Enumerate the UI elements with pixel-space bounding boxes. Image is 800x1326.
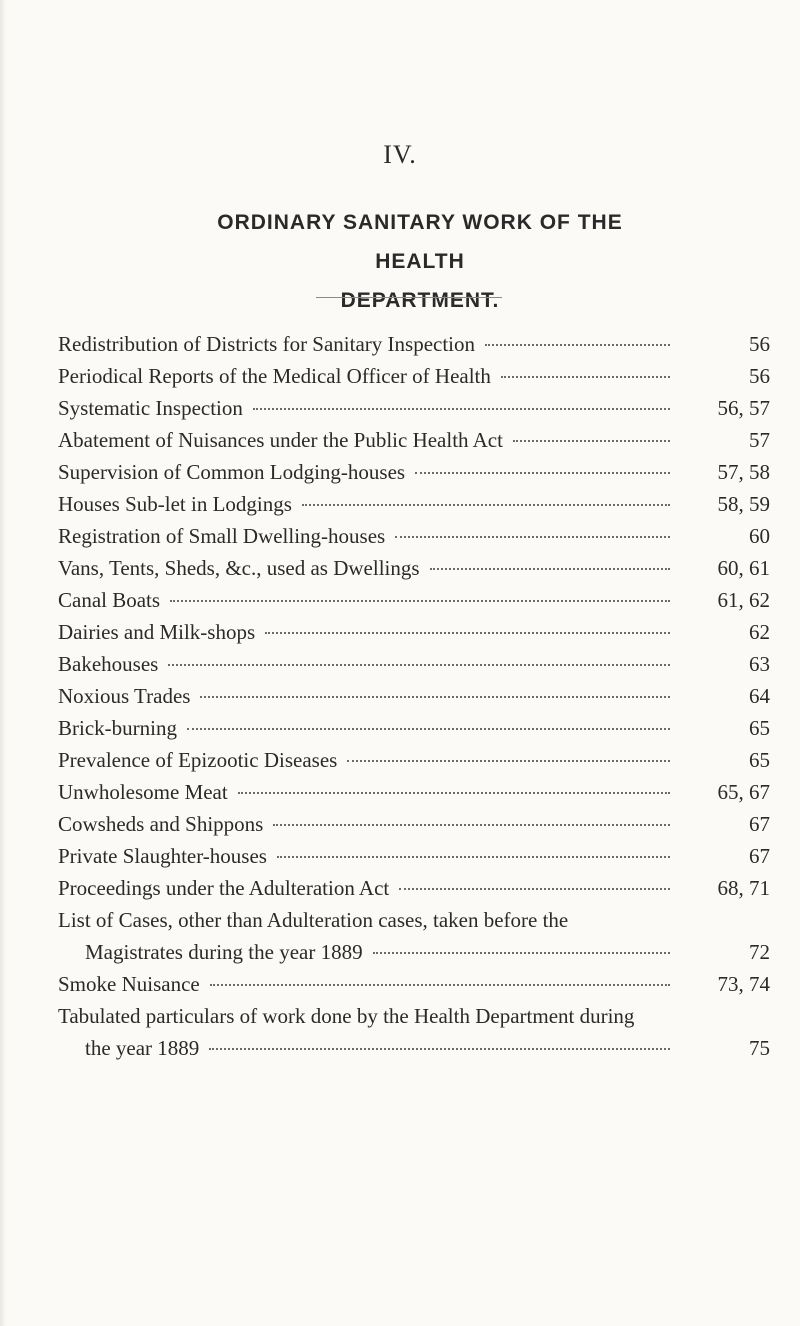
page-reference: 56 [749,364,770,388]
page-reference: 60 [749,524,770,548]
section-heading [170,203,670,320]
dot-leader [415,471,670,474]
entry-label: Unwholesome Meat [58,780,228,804]
toc-entry [58,328,770,360]
toc-entry [58,584,770,616]
toc-entry [58,520,770,552]
page-reference: 60, 61 [717,556,770,580]
heading-line-1: ORDINARY SANITARY WORK OF THE HEALTH [217,211,623,273]
entry-label: Noxious Trades [58,684,191,708]
entry-label: Periodical Reports of the Medical Officer of Health [58,364,491,388]
toc-entry [58,808,770,840]
entry-label: Prevalence of Epizootic Diseases [58,748,338,772]
entry-label-line-2: Magistrates during the year 1889 [85,940,363,964]
divider-rule [316,297,502,298]
page-reference: 61, 62 [717,588,770,612]
entry-label: Dairies and Milk-shops [58,620,256,644]
dot-leader [273,823,670,826]
page-reference: 62 [749,620,770,644]
dot-leader [373,951,670,954]
toc-entry [58,744,770,776]
toc-entry [58,968,770,1000]
page-edge [0,0,6,1326]
toc-entry [58,872,770,904]
entry-label-line-1: Tabulated particulars of work done by the Health Department during [58,1004,635,1028]
entry-label: Cowsheds and Shippons [58,812,264,836]
toc-entry [58,360,770,392]
page-reference: 57 [749,428,770,452]
dot-leader [238,791,670,794]
entry-label: Vans, Tents, Sheds, &c., used as Dwellings [58,556,420,580]
page-reference: 67 [749,812,770,836]
page-reference: 65, 67 [717,780,770,804]
dot-leader [168,663,670,666]
toc-entry [58,424,770,456]
dot-leader [395,535,670,538]
dot-leader [253,407,670,410]
toc-entry [58,776,770,808]
entry-label: Houses Sub-let in Lodgings [58,492,292,516]
dot-leader [501,375,670,378]
page-reference: 56, 57 [717,396,770,420]
page-reference: 67 [749,844,770,868]
dot-leader [210,983,670,986]
page-reference: 65 [749,716,770,740]
dot-leader [200,695,670,698]
entry-label: Systematic Inspection [58,396,243,420]
dot-leader [209,1047,670,1050]
page-reference: 75 [749,1036,770,1060]
page-reference: 64 [749,684,770,708]
page-reference: 73, 74 [717,972,770,996]
dot-leader [302,503,670,506]
entry-label: Abatement of Nuisances under the Public Health Act [58,428,503,452]
entry-label: Canal Boats [58,588,161,612]
entry-label-line-1: List of Cases, other than Adulteration cases, taken before the [58,908,569,932]
dot-leader [485,343,670,346]
toc-entry-multiline [58,1000,770,1064]
dot-leader [399,887,670,890]
dot-leader [187,727,670,730]
section-number: IV. [383,140,417,169]
page-reference: 56 [749,332,770,356]
entry-label: Bakehouses [58,652,159,676]
dot-leader [265,631,670,634]
entry-label: Redistribution of Districts for Sanitary Inspection [58,332,476,356]
dot-leader [513,439,670,442]
toc-entry [58,648,770,680]
entry-label-line-2: the year 1889 [85,1036,200,1060]
toc-entry [58,552,770,584]
table-of-contents [58,328,770,1064]
entry-label: Private Slaughter-houses [58,844,267,868]
heading-line-2: DEPARTMENT. [340,289,500,312]
entry-label: Proceedings under the Adulteration Act [58,876,390,900]
page-reference: 68, 71 [717,876,770,900]
toc-entry [58,616,770,648]
toc-entry-multiline [58,904,770,968]
entry-label: Supervision of Common Lodging-houses [58,460,406,484]
page-reference: 65 [749,748,770,772]
entry-label: Brick-burning [58,716,177,740]
toc-entry [58,680,770,712]
entry-label: Smoke Nuisance [58,972,200,996]
page-reference: 72 [749,940,770,964]
toc-entry [58,840,770,872]
page-reference: 63 [749,652,770,676]
page-reference: 58, 59 [717,492,770,516]
dot-leader [277,855,670,858]
toc-entry [58,456,770,488]
entry-label: Registration of Small Dwelling-houses [58,524,386,548]
toc-entry [58,392,770,424]
toc-entry [58,712,770,744]
dot-leader [347,759,670,762]
toc-entry [58,488,770,520]
dot-leader [170,599,670,602]
dot-leader [430,567,670,570]
page-reference: 57, 58 [717,460,770,484]
